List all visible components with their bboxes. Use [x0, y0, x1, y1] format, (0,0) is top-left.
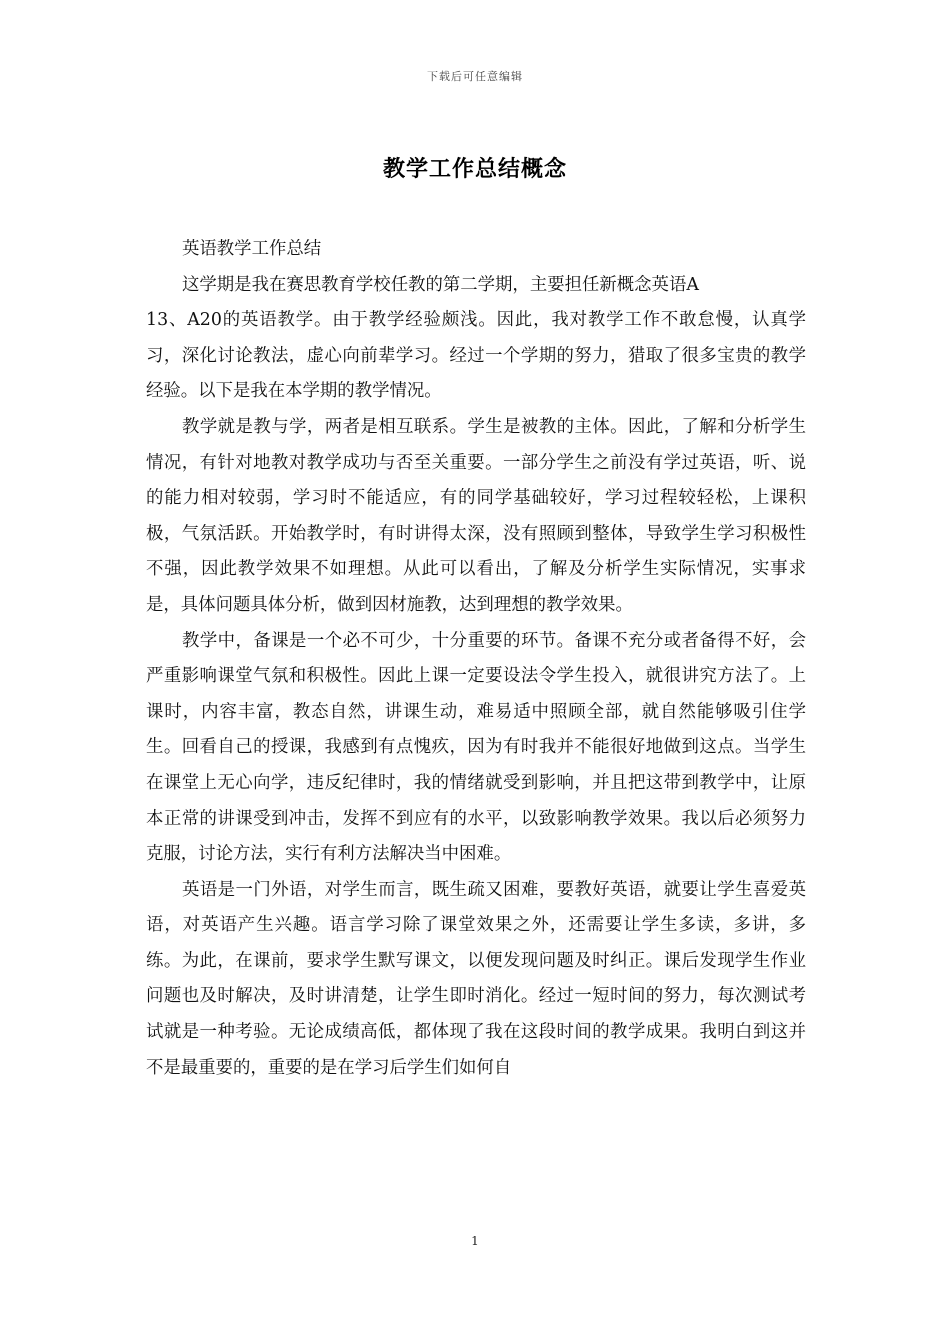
paragraph-2: 13、A20的英语教学。由于教学经验颇浅。因此，我对教学工作不敢怠慢，认真学习，深化讨论教法，虚心向前辈学习。经过一个学期的努力，猎取了很多宝贵的教学经验。以下是我在本学期的教学情况。: [146, 310, 806, 402]
paragraph-1: 这学期是我在赛思教育学校任教的第二学期，主要担任新概念英语A: [182, 274, 699, 295]
section-heading: 英语教学工作总结: [182, 239, 322, 259]
page-number: 1: [471, 1234, 479, 1248]
header-note: 下载后可任意编辑: [427, 70, 523, 83]
document-body: [146, 232, 806, 1086]
paragraph-5: 英语是一门外语，对学生而言，既生疏又困难，要教好英语，就要让学生喜爱英语，对英语产生兴趣。语言学习除了课堂效果之外，还需要让学生多读，多讲，多练。为此，在课前，要求学生默写课文，以便发现问题及时纠正。课后发现学生作业问题也及时解决，及时讲清楚，让学生即时消化。经过一短时间的努力，每次测试考试就是一种考验。无论成绩高低，都体现了我在这段时间的教学成果。我明白到这并不是最重要的，重要的是在学习后学生们如何自: [146, 879, 806, 1078]
paragraph-4: 教学中，备课是一个必不可少，十分重要的环节。备课不充分或者备得不好，会严重影响课堂气氛和积极性。因此上课一定要设法令学生投入，就很讲究方法了。上课时，内容丰富，教态自然，讲课生动，难易适中照顾全部，就自然能够吸引住学生。回看自己的授课，我感到有点愧疚，因为有时我并不能很好地做到这点。当学生在课堂上无心向学，违反纪律时，我的情绪就受到影响，并且把这带到教学中，让原本正常的讲课受到冲击，发挥不到应有的水平，以致影响教学效果。我以后必须努力克服，讨论方法，实行有利方法解决当中困难。: [146, 630, 806, 865]
paragraph-3: 教学就是教与学，两者是相互联系。学生是被教的主体。因此，了解和分析学生情况，有针对地教对教学成功与否至关重要。一部分学生之前没有学过英语，听、说的能力相对较弱，学习时不能适应，有的同学基础较好，学习过程较轻松，上课积极，气氛活跃。开始教学时，有时讲得太深，没有照顾到整体，导致学生学习积极性不强，因此教学效果不如理想。从此可以看出，了解及分析学生实际情况，实事求是，具体问题具体分析，做到因材施教，达到理想的教学效果。: [146, 416, 806, 615]
document-title: 教学工作总结概念: [382, 156, 567, 182]
